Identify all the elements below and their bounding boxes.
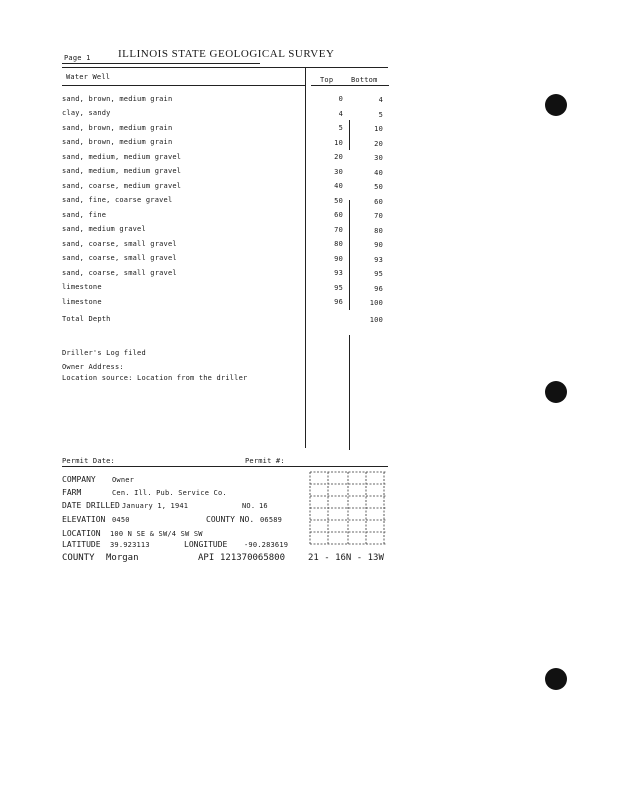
table-row-bottom: 96: [374, 285, 383, 293]
table-row-bottom: 50: [374, 183, 383, 191]
table-row-bottom: 40: [374, 169, 383, 177]
table-row-bottom: 80: [374, 227, 383, 235]
table-row-top: 4: [338, 110, 343, 118]
punch-hole: [545, 94, 567, 116]
farm-label: FARM: [62, 488, 82, 497]
table-row-material: sand, fine, coarse gravel: [62, 196, 173, 204]
page-title: ILLINOIS STATE GEOLOGICAL SURVEY: [118, 48, 335, 60]
divider: [62, 63, 260, 64]
total-depth-label: Total Depth: [62, 315, 111, 323]
table-row-bottom: 70: [374, 212, 383, 220]
api-label: API: [198, 553, 215, 563]
table-row-material: sand, brown, medium grain: [62, 95, 173, 103]
column-header-material: Water Well: [66, 73, 111, 81]
total-depth-value: 100: [369, 316, 383, 324]
table-row-top: 20: [334, 153, 343, 161]
table-row-top: 10: [334, 139, 343, 147]
table-column-rule: [349, 335, 350, 450]
table-row-material: sand, medium, medium gravel: [62, 167, 182, 175]
table-row-top: 50: [334, 197, 343, 205]
table-row-material: limestone: [62, 283, 102, 291]
table-row-top: 70: [334, 226, 343, 234]
page-label: Page 1: [64, 54, 91, 62]
table-row-bottom: 60: [374, 198, 383, 206]
api-value: 121370065800: [220, 553, 286, 563]
longitude-label: LONGITUDE: [184, 540, 228, 549]
latitude-value: 39.923113: [110, 541, 150, 549]
section-grid: [308, 470, 388, 550]
permit-number-label: Permit #:: [245, 457, 285, 465]
punch-hole: [545, 381, 567, 403]
table-column-rule: [349, 200, 350, 310]
note-location-source: Location source: Location from the driller: [62, 374, 248, 382]
punch-hole: [545, 668, 567, 690]
table-row-top: 0: [338, 95, 343, 103]
divider: [311, 85, 389, 86]
table-row-material: sand, coarse, small gravel: [62, 240, 177, 248]
company-label: COMPANY: [62, 475, 96, 484]
well-number-label: NO.: [242, 502, 256, 510]
table-row-bottom: 95: [374, 270, 383, 278]
table-row-top: 93: [334, 269, 343, 277]
elevation-label: ELEVATION: [62, 515, 106, 524]
elevation-value: 0450: [112, 516, 130, 524]
table-row-bottom: 100: [369, 299, 383, 307]
table-row-top: 90: [334, 255, 343, 263]
table-row-material: sand, coarse, small gravel: [62, 269, 177, 277]
divider: [62, 85, 306, 86]
table-row-material: sand, coarse, medium gravel: [62, 182, 182, 190]
table-row-material: sand, medium, medium gravel: [62, 153, 182, 161]
table-row-top: 60: [334, 211, 343, 219]
table-row-material: sand, fine: [62, 211, 107, 219]
table-row-bottom: 30: [374, 154, 383, 162]
table-column-rule: [305, 68, 306, 448]
county-value: Morgan: [106, 553, 139, 563]
company-value: Owner: [112, 476, 135, 484]
county-number-value: 06589: [260, 516, 283, 524]
table-row-bottom: 20: [374, 140, 383, 148]
table-row-material: sand, coarse, small gravel: [62, 254, 177, 262]
table-row-top: 96: [334, 298, 343, 306]
date-drilled-label: DATE DRILLED: [62, 501, 120, 510]
table-row-material: sand, brown, medium grain: [62, 124, 173, 132]
table-row-bottom: 90: [374, 241, 383, 249]
table-row-bottom: 4: [378, 96, 383, 104]
permit-date-label: Permit Date:: [62, 457, 115, 465]
date-drilled-value: January 1, 1941: [122, 502, 189, 510]
township-range: 21 - 16N - 13W: [308, 553, 384, 563]
table-row-top: 80: [334, 240, 343, 248]
location-value: 100 N SE & SW/4 SW SW: [110, 530, 203, 538]
note-drillers-log: Driller's Log filed: [62, 349, 146, 357]
table-column-rule: [349, 120, 350, 150]
table-row-material: clay, sandy: [62, 109, 111, 117]
table-row-top: 30: [334, 168, 343, 176]
divider: [62, 67, 388, 68]
table-row-material: sand, brown, medium grain: [62, 138, 173, 146]
table-row-top: 95: [334, 284, 343, 292]
latitude-label: LATITUDE: [62, 540, 101, 549]
location-label: LOCATION: [62, 529, 101, 538]
table-row-top: 5: [338, 124, 343, 132]
table-row-material: limestone: [62, 298, 102, 306]
column-header-bottom: Bottom: [351, 76, 378, 84]
table-row-bottom: 93: [374, 256, 383, 264]
table-row-bottom: 5: [378, 111, 383, 119]
column-header-top: Top: [320, 76, 334, 84]
longitude-value: -90.283619: [244, 541, 289, 549]
county-label: COUNTY: [62, 553, 95, 563]
divider: [62, 466, 388, 467]
table-row-bottom: 10: [374, 125, 383, 133]
county-number-label: COUNTY NO.: [206, 515, 255, 524]
table-row-material: sand, medium gravel: [62, 225, 146, 233]
well-number-value: 16: [259, 502, 268, 510]
note-owner-address: Owner Address:: [62, 363, 124, 371]
table-row-top: 40: [334, 182, 343, 190]
farm-value: Cen. Ill. Pub. Service Co.: [112, 489, 227, 497]
